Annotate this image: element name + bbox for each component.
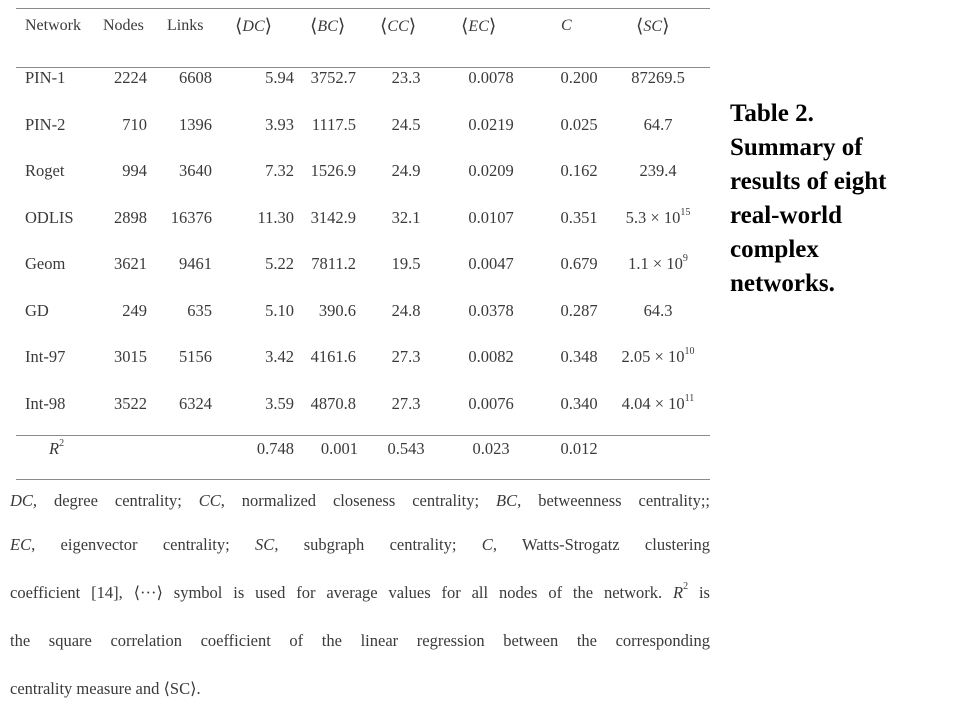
header-nodes: Nodes (103, 17, 144, 34)
cell-ec: 0.0209 (468, 161, 514, 180)
cell-dc: 5.94 (265, 68, 294, 87)
table-footnote (10, 480, 714, 720)
caption-line: real-world (730, 202, 843, 229)
cell-cc: 23.3 (391, 68, 421, 87)
cell-ec: 0.0076 (468, 393, 514, 413)
cell-c: 0.287 (560, 300, 598, 320)
table-top-rule (16, 8, 710, 9)
cell-cc: 27.3 (391, 393, 421, 413)
table-caption (730, 97, 950, 301)
cell-network: Roget (25, 161, 65, 180)
cell-nodes: 3015 (114, 347, 147, 366)
table-r2-rule (16, 435, 710, 436)
cell-dc: 5.10 (265, 300, 294, 320)
cell-links: 6608 (179, 68, 212, 87)
cell-c: 0.351 (560, 207, 598, 227)
cell-cc: 32.1 (391, 207, 421, 227)
caption-line: networks. (730, 270, 835, 297)
cell-sc: $2.05 \times 10^{10}$ (621, 346, 695, 366)
header-dc: ⟨DC⟩ (235, 16, 273, 37)
results-table (16, 8, 710, 483)
cell-nodes: 710 (122, 114, 147, 134)
header-c: C (561, 17, 572, 34)
cell-network: GD (25, 300, 49, 320)
cell-dc: 11.30 (257, 207, 294, 227)
footnote-line: EC, eigenvector centrality; SC, subgraph centrality; C, Watts-Strogatz clustering (10, 535, 710, 554)
r2-bc: 0.001 (320, 439, 358, 458)
cell-ec: 0.0219 (468, 114, 514, 134)
cell-network: PIN-2 (25, 114, 66, 134)
cell-network: Int-97 (25, 347, 66, 366)
r2-ec: 0.023 (472, 439, 510, 458)
cell-dc: 3.59 (265, 393, 294, 413)
r2-cc: 0.543 (387, 439, 425, 458)
r2-c: 0.012 (560, 439, 598, 458)
cell-ec: 0.0107 (468, 207, 514, 227)
cell-ec: 0.0378 (468, 300, 514, 320)
cell-bc: 1526.9 (310, 161, 356, 180)
caption-line: Table 2. (730, 100, 814, 127)
cell-links: 3640 (179, 161, 212, 180)
cell-dc: 3.93 (265, 114, 294, 134)
cell-dc: 3.42 (265, 347, 294, 366)
header-network: Network (25, 17, 81, 34)
cell-c: 0.679 (560, 254, 598, 273)
cell-c: 0.025 (560, 114, 598, 134)
cell-network: Int-98 (25, 393, 66, 413)
cell-cc: 19.5 (391, 254, 421, 273)
header-sc: ⟨SC⟩ (636, 16, 670, 37)
cell-c: 0.340 (560, 393, 598, 413)
cell-links: 5156 (179, 347, 212, 366)
cell-sc: $5.3 \times 10^{15}$ (625, 206, 691, 227)
caption-line: results of eight (730, 168, 887, 195)
cell-sc: $4.04 \times 10^{11}$ (621, 392, 695, 413)
footnote-line: DC, degree centrality; CC, normalized closeness centrality; BC, betweenness centrality;; (10, 491, 710, 510)
cell-c: 0.162 (560, 161, 598, 180)
cell-c: 0.348 (560, 347, 598, 366)
cell-links: 6324 (179, 393, 212, 413)
cell-ec: 0.0078 (468, 68, 514, 87)
cell-dc: 5.22 (265, 254, 294, 273)
cell-bc: 1117.5 (311, 114, 356, 134)
footnote-line: the square correlation coefficient of the linear regression between the corresponding (10, 631, 710, 650)
cell-links: 1396 (179, 114, 212, 134)
cell-ec: 0.0047 (468, 254, 514, 273)
footnote-line: coefficient [14], ⟨···⟩ symbol is used for average values for all nodes of the network. $R^2$ is (10, 581, 710, 602)
cell-network: ODLIS (25, 207, 74, 227)
cell-bc: 390.6 (318, 300, 356, 320)
cell-cc: 27.3 (391, 347, 421, 366)
cell-nodes: 3522 (114, 393, 147, 413)
caption-line: complex (730, 236, 819, 263)
cell-links: 16376 (170, 207, 212, 227)
cell-sc: 239.4 (639, 161, 677, 180)
cell-bc: 4870.8 (310, 393, 356, 413)
header-bc: ⟨BC⟩ (310, 16, 346, 37)
cell-bc: 4161.6 (310, 347, 356, 366)
cell-sc: 87269.5 (631, 68, 685, 87)
cell-ec: 0.0082 (468, 347, 514, 366)
footnote-line: centrality measure and ⟨SC⟩. (10, 679, 201, 698)
r2-dc: 0.748 (256, 439, 294, 458)
cell-cc: 24.9 (391, 161, 421, 180)
cell-bc: 3142.9 (310, 207, 356, 227)
header-ec: ⟨EC⟩ (461, 16, 497, 37)
cell-cc: 24.5 (391, 114, 421, 134)
cell-c: 0.200 (560, 68, 598, 87)
cell-sc: 64.3 (643, 300, 673, 320)
header-cc: ⟨CC⟩ (380, 16, 417, 37)
cell-nodes: 994 (122, 161, 147, 180)
cell-sc: $1.1 \times 10^9$ (628, 253, 688, 273)
cell-links: 635 (187, 300, 212, 320)
r2-label: $R^2$ (49, 438, 65, 458)
cell-network: Geom (25, 254, 66, 273)
caption-line: Summary of (730, 134, 863, 161)
cell-bc: 3752.7 (310, 68, 356, 87)
cell-dc: 7.32 (265, 161, 294, 180)
header-links: Links (167, 17, 204, 34)
cell-nodes: 249 (122, 300, 147, 320)
cell-nodes: 2898 (114, 207, 147, 227)
cell-bc: 7811.2 (311, 254, 356, 273)
cell-nodes: 3621 (114, 254, 147, 273)
cell-network: PIN-1 (25, 68, 66, 87)
cell-links: 9461 (179, 254, 212, 273)
cell-nodes: 2224 (114, 68, 147, 87)
cell-cc: 24.8 (391, 300, 421, 320)
cell-sc: 64.7 (643, 114, 673, 134)
